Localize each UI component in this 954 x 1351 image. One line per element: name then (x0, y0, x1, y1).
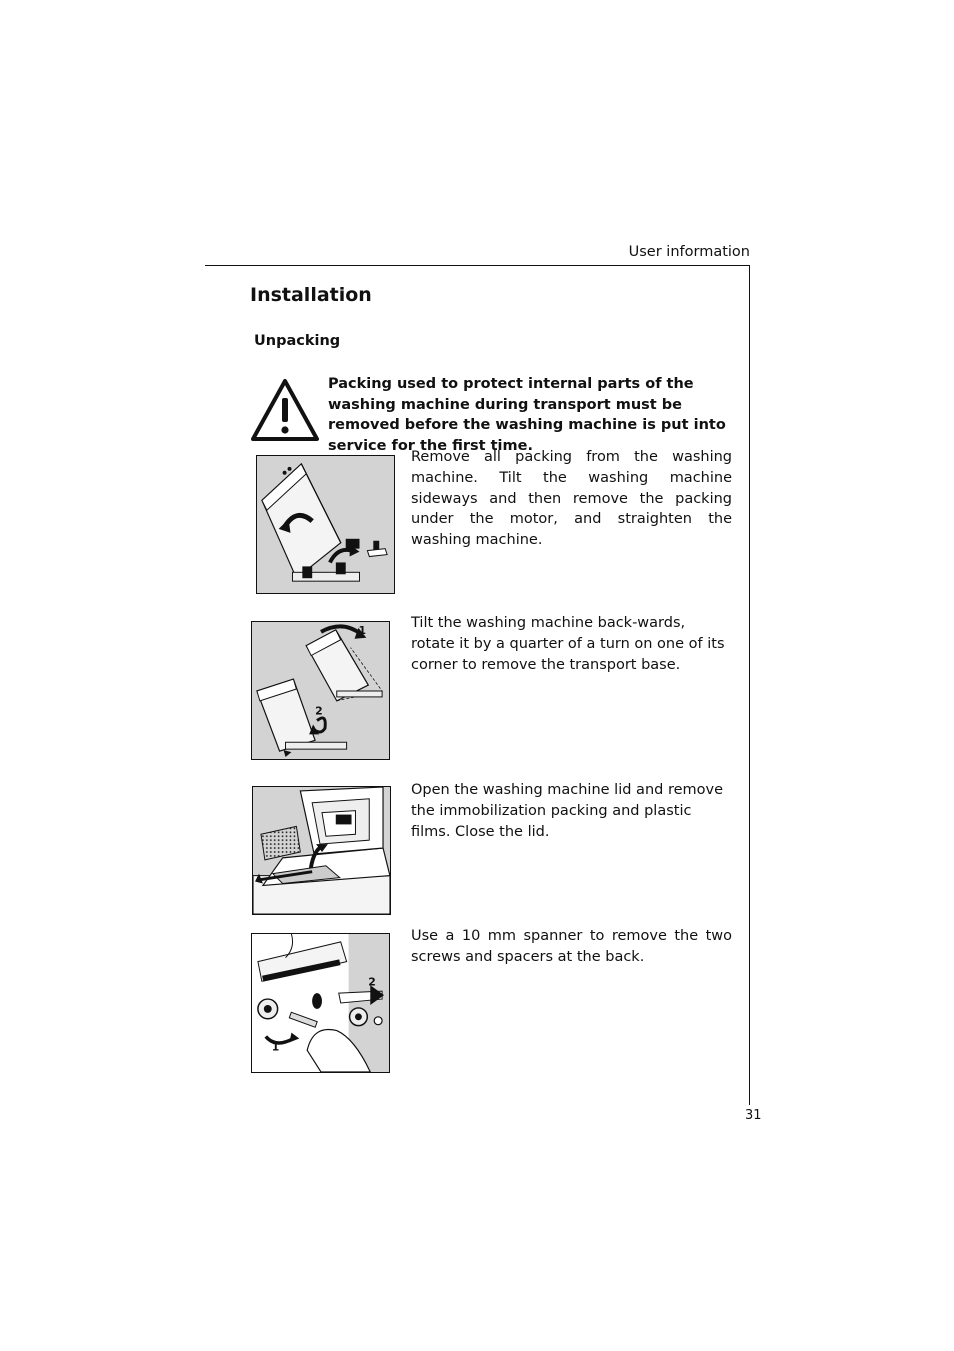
page-number: 31 (745, 1108, 762, 1123)
spanner-screws-illustration (251, 933, 390, 1073)
step-text: Open the washing machine lid and remove the immobilization packing and plastic films. Close the lid. (411, 782, 724, 840)
step-text: Tilt the washing machine back-wards, rotate it by a quarter of a turn on one of its corner to remove the transport base. (411, 615, 725, 673)
header-rule (205, 265, 750, 266)
section-subtitle: Unpacking (254, 333, 341, 349)
figure-label: 2 (315, 704, 323, 718)
warning-text: Packing used to protect internal parts of the washing machine during transport must be removed before the washing machine is put into service for the first time. (328, 376, 726, 454)
section-header: User information (628, 244, 750, 260)
figure-label: 2 (368, 975, 376, 989)
figure-label: 1 (271, 1040, 280, 1054)
figure-label: 1 (358, 623, 366, 637)
warning-triangle-icon (250, 378, 320, 442)
step-text: Use a 10 mm spanner to remove the two screws and spacers at the back. (411, 928, 732, 965)
tilt-sideways-illustration (256, 455, 395, 594)
open-lid-illustration (252, 786, 391, 915)
rotate-remove-base-illustration (251, 621, 390, 760)
page-title: Installation (250, 284, 372, 306)
margin-rule (749, 265, 750, 1105)
step-text: Remove all packing from the washing machine. Tilt the washing machine sideways and then remove the packing under the motor, and straighten the washing machine. (411, 449, 732, 549)
